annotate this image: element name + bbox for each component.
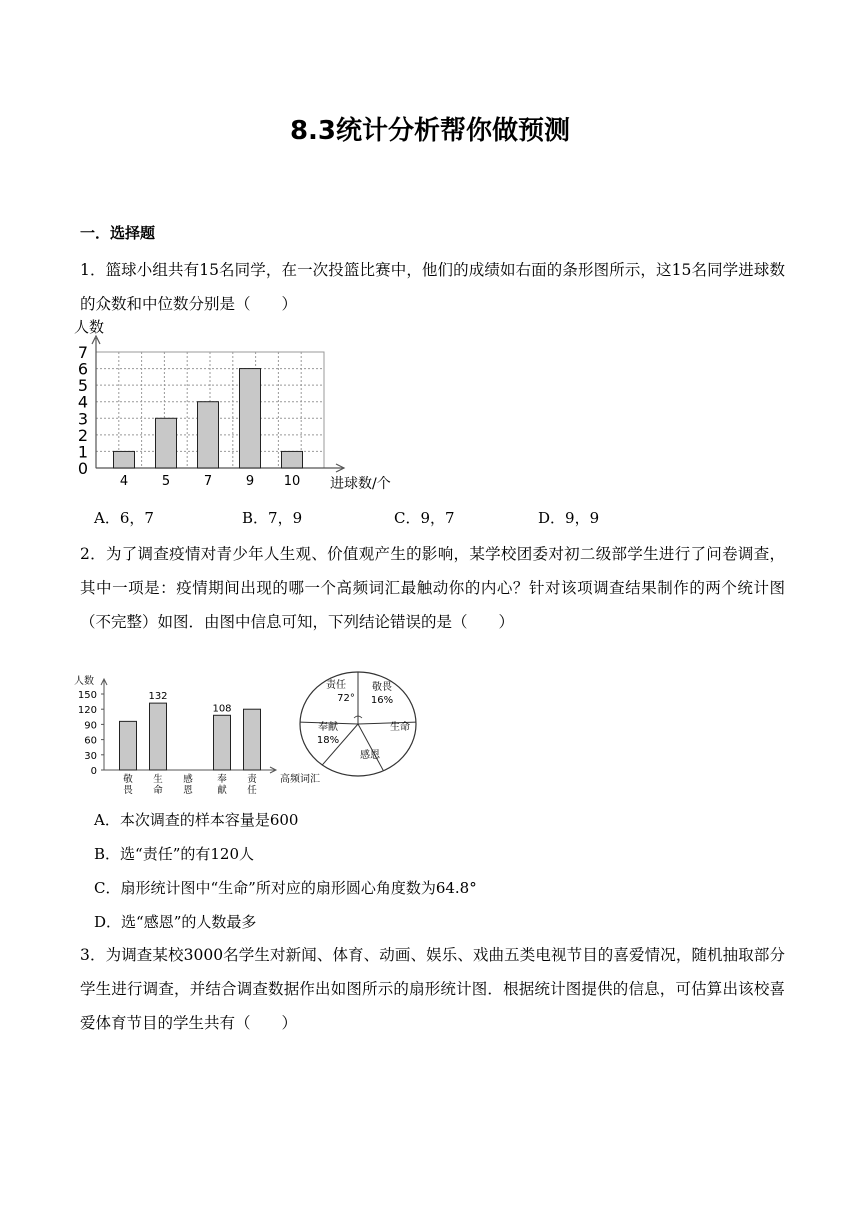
bar: [282, 451, 303, 468]
y-tick-label: 6: [77, 359, 88, 379]
pie-annotation: 72°: [337, 693, 355, 704]
x-axis-label: 进球数/个: [330, 476, 391, 492]
bar: [244, 709, 261, 770]
x-tick-label: 恩: [183, 785, 193, 796]
section-heading: 一．选择题: [80, 224, 156, 242]
pie-label: 敬畏: [372, 682, 392, 693]
y-tick-label: 7: [77, 343, 88, 362]
option-d[interactable]: D．选“感恩”的人数最多: [94, 913, 257, 931]
x-tick-label: 责: [247, 774, 257, 785]
pie-label: 奉献: [318, 722, 338, 733]
y-tick-label: 90: [84, 720, 97, 732]
pie-annotation: 18%: [316, 735, 340, 746]
pie-chart-words: [296, 666, 446, 790]
option-a[interactable]: A．6，7: [94, 509, 154, 527]
option-b[interactable]: B．选“责任”的有120人: [94, 845, 254, 863]
y-tick-label: 4: [77, 392, 88, 412]
page-title: 8.3统计分析帮你做预测: [289, 116, 571, 146]
y-axis-label: 人数: [74, 676, 94, 687]
y-tick-label: 30: [84, 750, 97, 762]
bar: [150, 703, 167, 770]
option-c[interactable]: C．9，7: [394, 509, 455, 527]
y-tick-label: 0: [90, 766, 97, 777]
x-tick-label: 生: [153, 774, 163, 785]
bar: [114, 451, 135, 468]
bar: [240, 369, 261, 468]
y-tick-label: 60: [84, 735, 97, 747]
pie-label: 责任: [326, 680, 346, 691]
option-a[interactable]: A．本次调查的样本容量是600: [94, 811, 299, 829]
pie-label: 生命: [390, 722, 410, 733]
x-tick-label: 命: [153, 785, 163, 796]
question-1-text: 1．篮球小组共有15名同学，在一次投篮比赛中，他们的成绩如右面的条形图所示，这15名同学进球数的众数和中位数分别是（ ）: [80, 261, 785, 313]
y-tick-label: 0: [77, 459, 88, 478]
y-tick-label: 150: [77, 690, 97, 701]
pie-label: 感恩: [360, 750, 380, 761]
y-tick-label: 2: [77, 425, 88, 445]
x-tick-label: 5: [161, 474, 171, 489]
y-tick-label: 1: [77, 442, 88, 462]
x-tick-label: 感: [183, 774, 193, 785]
pie-annotation: 16%: [370, 695, 394, 706]
x-tick-label: 7: [203, 474, 213, 489]
x-tick-label: 4: [119, 474, 129, 489]
data-label: 108: [212, 703, 232, 715]
bar: [198, 402, 219, 468]
y-tick-label: 5: [77, 376, 88, 396]
x-tick-label: 献: [217, 785, 227, 796]
y-tick-label: 3: [77, 409, 88, 429]
question-3-text: 3．为调查某校3000名学生对新闻、体育、动画、娱乐、戏曲五类电视节目的喜爱情况，随机抽取部分学生进行调查，并结合调查数据作出如图所示的扇形统计图．根据统计图提供的信息，可估算出该校喜爱体育节目的学生共有（ ）: [80, 946, 785, 1032]
bar: [156, 418, 177, 468]
option-b[interactable]: B．7，9: [242, 509, 303, 527]
bar-chart-goals: [66, 316, 406, 496]
data-label: 132: [148, 691, 168, 703]
x-tick-label: 任: [247, 785, 257, 796]
option-c[interactable]: C．扇形统计图中“生命”所对应的扇形圆心角度数为64.8°: [94, 879, 477, 897]
x-tick-label: 敬: [123, 774, 133, 785]
x-tick-label: 9: [245, 474, 255, 489]
y-axis-label: 人数: [74, 318, 105, 336]
option-d[interactable]: D．9，9: [538, 509, 600, 527]
x-tick-label: 奉: [217, 774, 227, 785]
question-2-text: 2．为了调查疫情对青少年人生观、价值观产生的影响，某学校团委对初二级部学生进行了问卷调查，其中一项是：疫情期间出现的哪一个高频词汇最触动你的内心？针对该项调查结果制作的两个统计图（不完整）如图．由图中信息可知，下列结论错误的是（ ）: [80, 545, 785, 631]
x-tick-label: 10: [283, 474, 301, 489]
bar: [120, 721, 137, 770]
bar-chart-words: [70, 670, 332, 800]
x-tick-label: 畏: [123, 785, 133, 796]
y-tick-label: 120: [77, 705, 97, 717]
x-axis-label: 高频词汇: [280, 774, 320, 785]
bar: [214, 715, 231, 770]
